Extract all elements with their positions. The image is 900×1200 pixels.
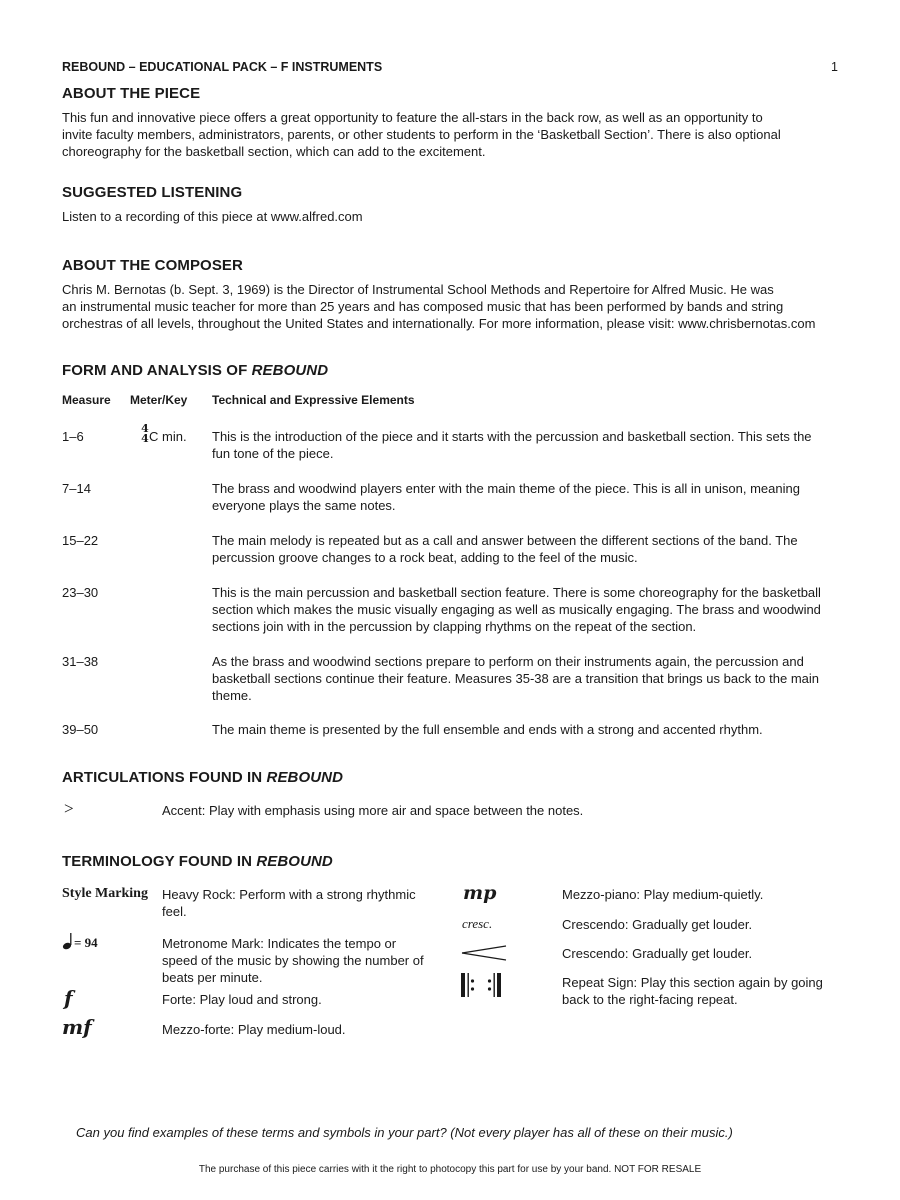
row-description-line: The main melody is repeated but as a call and answer between the different sections of the band. The — [212, 533, 798, 548]
about-piece-line: invite faculty members, administrators, parents, or other students to perform in the ‘Basketball Section’. There is also optional — [62, 127, 781, 142]
crescendo-hairpin-icon — [460, 944, 508, 962]
mezzo-piano-icon: mp — [463, 882, 497, 904]
metronome-value: = 94 — [74, 935, 98, 950]
hairpin-description: Crescendo: Gradually get louder. — [562, 946, 753, 961]
mezzo-piano-description: Mezzo-piano: Play medium-quietly. — [562, 887, 764, 902]
repeat-sign-icon — [460, 972, 504, 998]
repeat-sign-line: back to the right-facing repeat. — [562, 992, 738, 1007]
repeat-sign-line: Repeat Sign: Play this section again by going — [562, 975, 823, 990]
page-number: 1 — [831, 60, 838, 74]
column-header-meter-key: Meter/Key — [130, 393, 188, 407]
row-description-line: This is the introduction of the piece and it starts with the percussion and basketball section. This sets the — [212, 429, 812, 444]
form-heading-title: REBOUND — [251, 362, 329, 379]
row-description — [212, 584, 842, 635]
composer-heading: ABOUT THE COMPOSER — [62, 257, 243, 274]
terminology-heading — [62, 853, 333, 870]
listening-text: Listen to a recording of this piece at www.alfred.com — [62, 209, 363, 224]
row-description — [212, 653, 842, 704]
row-description-line: percussion groove changes to a rock beat, adding to the feel of the music. — [212, 550, 638, 565]
terminology-heading-title: REBOUND — [256, 853, 333, 870]
style-marking-description — [162, 886, 442, 920]
column-header-elements: Technical and Expressive Elements — [212, 393, 415, 407]
row-description-line: basketball sections continue their feature. Measures 35-38 are a transition that brings us back to the main — [212, 671, 820, 686]
forte-icon: f — [64, 986, 73, 1010]
footer-notice: The purchase of this piece carries with it the right to photocopy this part for use by your band. NOT FOR RESALE — [198, 1164, 702, 1175]
column-header-measure: Measure — [62, 393, 111, 407]
row-description-line: As the brass and woodwind sections prepare to perform on their instruments again, the percussion and — [212, 654, 804, 669]
about-piece-line: This fun and innovative piece offers a great opportunity to feature the all-stars in the back row, as well as an opportunity to — [62, 110, 763, 125]
repeat-sign-description — [562, 974, 852, 1008]
metronome-line: beats per minute. — [162, 970, 263, 985]
time-signature-bottom: 4 — [141, 432, 149, 445]
row-description-line: This is the main percussion and basketball section feature. There is some choreography for the basketball — [212, 585, 821, 600]
footer-question: Can you find examples of these terms and symbols in your part? (Not every player has all of these on their music.) — [76, 1125, 733, 1140]
articulations-heading-prefix: ARTICULATIONS FOUND IN — [62, 769, 267, 786]
row-description — [212, 480, 842, 514]
row-measure: 7–14 — [62, 481, 91, 496]
row-description-line: section which makes the music visually engaging as well as musically engaging. The brass and woodwind — [212, 602, 821, 617]
row-description — [212, 532, 842, 566]
composer-text — [62, 281, 842, 332]
row-description — [212, 721, 842, 738]
mezzo-forte-icon: mf — [62, 1015, 92, 1039]
style-marking-line: Heavy Rock: Perform with a strong rhythmic — [162, 887, 416, 902]
row-description-line: fun tone of the piece. — [212, 446, 334, 461]
row-description — [212, 428, 842, 462]
about-piece-text — [62, 109, 842, 160]
row-measure: 39–50 — [62, 722, 99, 737]
row-measure: 23–30 — [62, 585, 99, 600]
row-measure: 1–6 — [62, 429, 84, 444]
row-description-line: everyone plays the same notes. — [212, 498, 396, 513]
about-piece-heading: ABOUT THE PIECE — [62, 85, 201, 102]
about-piece-line: choreography for the basketball section, which can add to the excitement. — [62, 144, 486, 159]
row-measure: 15–22 — [62, 533, 99, 548]
mezzo-forte-description: Mezzo-forte: Play medium-loud. — [162, 1022, 346, 1037]
row-key: C min. — [149, 429, 187, 444]
articulations-heading — [62, 769, 343, 786]
composer-line: orchestras of all levels, throughout the United States and internationally. For more information, please visit: www.chrisbernotas.com — [62, 316, 816, 331]
listening-heading: SUGGESTED LISTENING — [62, 184, 243, 201]
metronome-line: Metronome Mark: Indicates the tempo or — [162, 936, 397, 951]
cresc-word-icon: cresc. — [462, 916, 493, 931]
form-heading-prefix: FORM AND ANALYSIS OF — [62, 362, 252, 379]
articulations-heading-title: REBOUND — [266, 769, 344, 786]
composer-line: an instrumental music teacher for more than 25 years and has composed music that has been performed by bands and string — [62, 299, 784, 314]
row-description-line: The brass and woodwind players enter with the main theme of the piece. This is all in unison, meaning — [212, 481, 800, 496]
accent-icon: > — [64, 799, 74, 818]
time-signature-top: 4 — [141, 422, 149, 435]
forte-description: Forte: Play loud and strong. — [162, 992, 322, 1007]
row-description-line: theme. — [212, 688, 252, 703]
style-marking-label: Style Marking — [62, 886, 148, 901]
page-header — [62, 60, 838, 74]
accent-description: Accent: Play with emphasis using more air and space between the notes. — [162, 803, 584, 818]
metronome-description — [162, 935, 447, 986]
style-marking-line: feel. — [162, 904, 187, 919]
row-description-line: sections join with in the percussion by clapping rhythms on the repeat of the section. — [212, 619, 697, 634]
row-measure: 31–38 — [62, 654, 99, 669]
header-title: REBOUND – EDUCATIONAL PACK – F INSTRUMENTS — [62, 60, 383, 74]
composer-line: Chris M. Bernotas (b. Sept. 3, 1969) is the Director of Instrumental School Methods and Repertoire for Alfred Music. He was — [62, 282, 774, 297]
row-description-line: The main theme is presented by the full ensemble and ends with a strong and accented rhythm. — [212, 722, 763, 737]
metronome-line: speed of the music by showing the number of — [162, 953, 424, 968]
cresc-description: Crescendo: Gradually get louder. — [562, 917, 753, 932]
form-heading — [62, 362, 328, 379]
terminology-heading-prefix: TERMINOLOGY FOUND IN — [62, 853, 257, 870]
